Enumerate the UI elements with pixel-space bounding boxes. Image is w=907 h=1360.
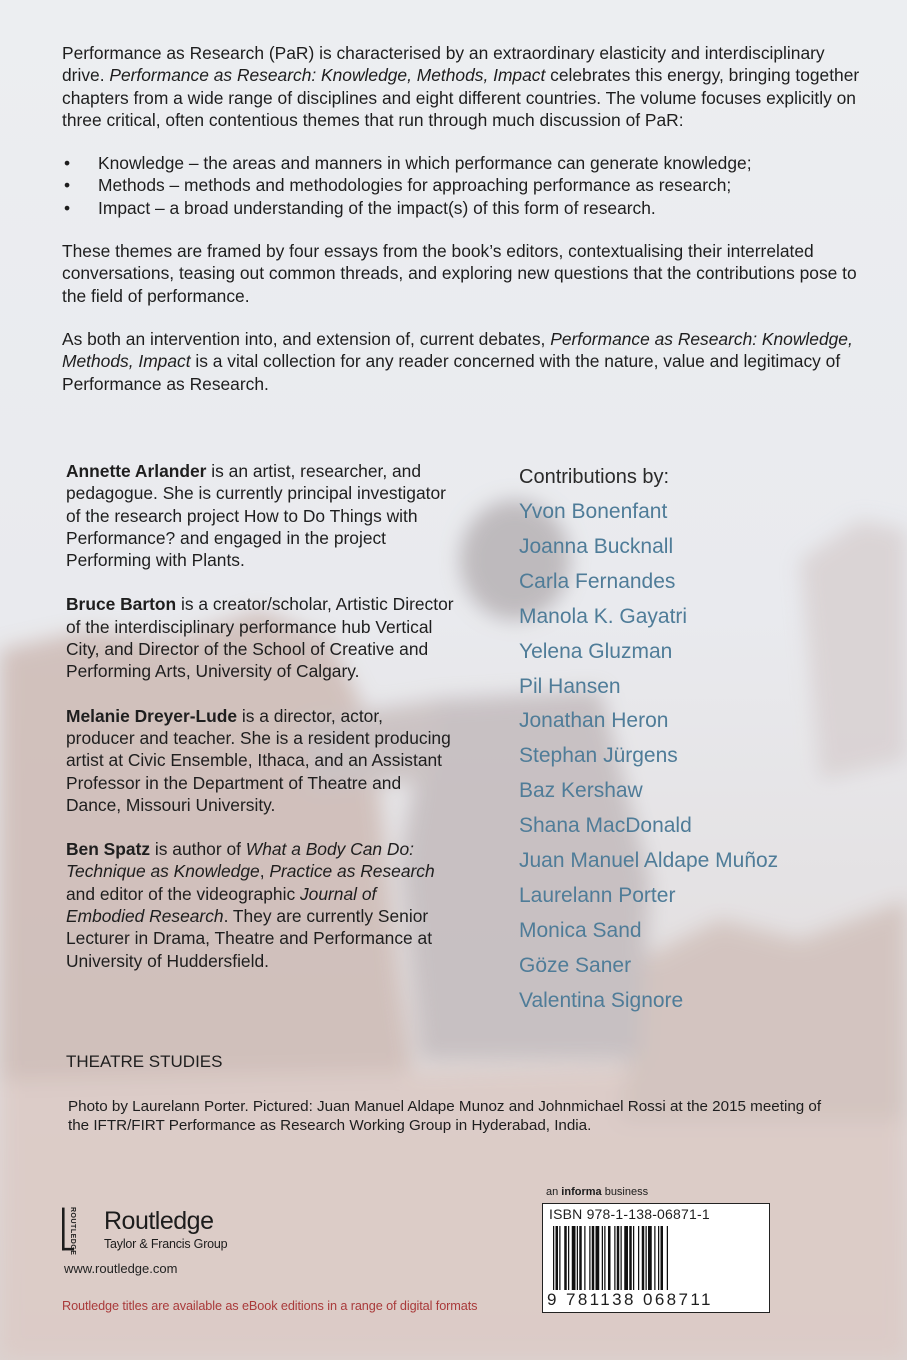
ebook-note: Routledge titles are available as eBook editions in a range of digital formats — [62, 1299, 478, 1313]
editor-bio: Ben Spatz is author of What a Body Can Do: Technique as Knowledge, Practice as Research and editor of the videographic Journal of Embodied Research. They are currently Senior Lecturer in Drama, Theatre and Performance at University of Huddersfield. — [66, 839, 435, 971]
editor-bios — [66, 460, 456, 994]
theme-item: • Methods – methods and methodologies for approaching performance as research; — [64, 175, 732, 196]
editor-name: Melanie Dreyer-Lude — [66, 705, 238, 726]
contributor-name: Joanna Bucknall — [519, 534, 674, 558]
informa-tagline: an informa business — [546, 1186, 649, 1198]
barcode-digits: 9 781138 068711 — [547, 1290, 713, 1309]
barcode-bars-icon — [551, 1226, 761, 1290]
editor-bio: Melanie Dreyer-Lude is a director, actor, producer and teacher. She is a resident producing artist at Civic Ensemble, Ithaca, and an Assistant Professor in the Department of Theatre and Dance, Missouri University. — [66, 705, 451, 815]
contributor-name: Juan Manuel Aldape Muñoz — [519, 849, 779, 873]
editor-name: Bruce Barton — [66, 594, 177, 615]
blurb-paragraph-3: As both an intervention into, and extension of, current debates, Performance as Research: Knowledge, Methods, Impact is a vital collection for any reader concerned with the nature, value and legitimacy of Performance as Research. — [62, 328, 853, 394]
contributor-name: Shana MacDonald — [519, 814, 692, 838]
publisher-url[interactable]: www.routledge.com — [64, 1261, 178, 1276]
subject-category: THEATRE STUDIES — [66, 1052, 223, 1071]
routledge-vertical-wordmark: ROUTLEDGE — [69, 1207, 76, 1256]
contributor-name: Manola K. Gayatri — [519, 604, 688, 628]
publisher-name: Routledge — [104, 1207, 214, 1235]
contributor-name: Monica Sand — [519, 918, 642, 942]
editor-name: Ben Spatz — [66, 839, 151, 860]
bullet-icon: • — [64, 175, 71, 196]
editor-name: Annette Arlander — [66, 461, 207, 481]
contributor-name: Stephan Jürgens — [519, 744, 678, 768]
editor-bio: Bruce Barton is a creator/scholar, Artistic Director of the interdisciplinary performance hub Vertical City, and Director of the School of Creative and Performing Arts, University of Calgary. — [66, 594, 454, 682]
themes-list — [62, 152, 862, 219]
contributor-name: Carla Fernandes — [519, 569, 676, 593]
contributor-name: Baz Kershaw — [519, 779, 643, 803]
editor-bio: Annette Arlander is an artist, researcher, and pedagogue. She is currently principal investigator of the research project How to Do Things with Performance? and engaged in the project Performing with Plants. — [66, 461, 446, 571]
contributors-heading: Contributions by: — [519, 466, 670, 488]
contributor-name: Göze Saner — [519, 953, 632, 977]
isbn-label: ISBN 978-1-138-06871-1 — [549, 1206, 710, 1222]
back-cover-blurb — [62, 42, 862, 416]
routledge-logo — [62, 1205, 252, 1257]
blurb-paragraph-1: Performance as Research (PaR) is characterised by an extraordinary elasticity and interdisciplinary drive. Performance as Research: Knowledge, Methods, Impact celebrates this energy, bringing together chapters from a wide range of disciplines and eight different countries. The volume focuses explicitly on three critical, often contentious themes that run through much discussion of PaR: — [62, 43, 860, 130]
book-title-italic: Performance as Research: Knowledge, Methods, Impact — [109, 65, 546, 86]
bullet-icon: • — [64, 197, 71, 218]
contributors-list — [519, 495, 879, 1019]
isbn-barcode — [542, 1203, 770, 1313]
contributor-name: Yelena Gluzman — [519, 639, 673, 663]
theme-item: • Knowledge – the areas and manners in which performance can generate knowledge; — [64, 153, 752, 174]
contributor-name: Laurelann Porter — [519, 883, 676, 907]
photo-credit: Photo by Laurelann Porter. Pictured: Juan Manuel Aldape Munoz and Johnmichael Rossi at the 2015 meeting of the IFTR/FIRT Performance as Research Working Group in Hyderabad, India. — [68, 1098, 822, 1134]
contributor-name: Valentina Signore — [519, 988, 684, 1012]
publisher-group: Taylor & Francis Group — [104, 1237, 228, 1251]
bullet-icon: • — [64, 153, 71, 174]
contributor-name: Yvon Bonenfant — [519, 500, 668, 523]
contributor-name: Pil Hansen — [519, 674, 621, 698]
blurb-paragraph-2: These themes are framed by four essays from the book’s editors, contextualising their interrelated conversations, teasing out common threads, and exploring new questions that the contributions pose to the field of performance. — [62, 241, 857, 306]
contributor-name: Jonathan Heron — [519, 709, 669, 733]
theme-item: • Impact – a broad understanding of the impact(s) of this form of research. — [64, 197, 656, 218]
book-title-italic: Performance as Research: Knowledge, Methods, Impact — [62, 328, 853, 372]
contributors-panel — [519, 463, 879, 1019]
